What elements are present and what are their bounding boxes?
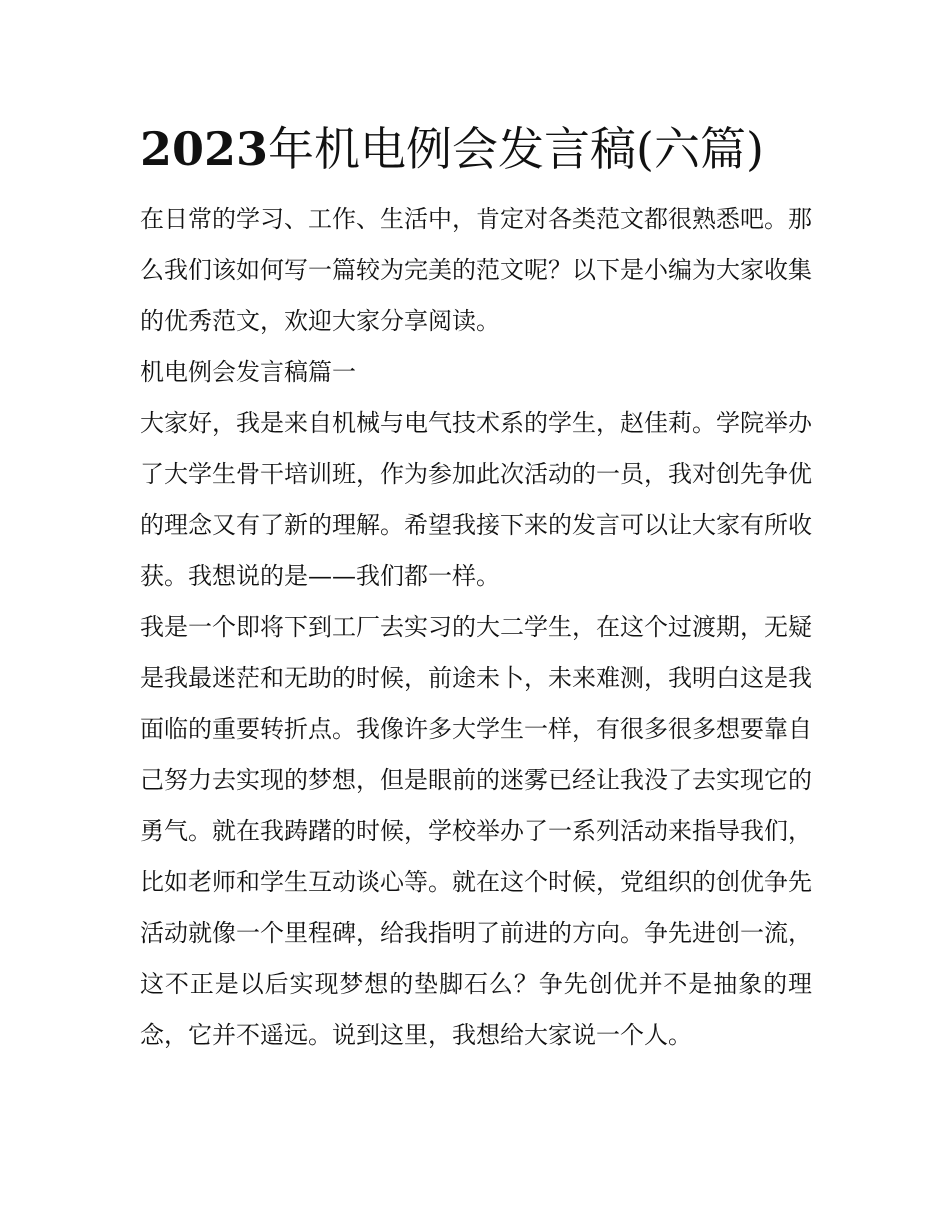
document-page [140, 118, 812, 1061]
title-text: 年机电例会发言稿(六篇) [268, 122, 764, 176]
body-paragraph: 大家好，我是来自机械与电气技术系的学生，赵佳莉。学院举办了大学生骨干培训班，作为参加此次活动的一员，我对创先争优的理念又有了新的理解。希望我接下来的发言可以让大家有所收获。我想说的是——我们都一样。 [140, 409, 812, 590]
body-paragraph: 我是一个即将下到工厂去实习的大二学生，在这个过渡期，无疑是我最迷茫和无助的时候，前途未卜，未来难测，我明白这是我面临的重要转折点。我像许多大学生一样，有很多很多想要靠自己努力去实现的梦想，但是眼前的迷雾已经让我没了去实现它的勇气。就在我踌躇的时候，学校举办了一系列活动来指导我们，比如老师和学生互动谈心等。就在这个时候，党组织的创优争先活动就像一个里程碑，给我指明了前进的方向。争先进创一流，这不正是以后实现梦想的垫脚石么？争先创优并不是抽象的理念，它并不遥远。说到这里，我想给大家说一个人。 [140, 613, 812, 1049]
section-heading: 机电例会发言稿篇一 [140, 358, 356, 386]
intro-paragraph: 在日常的学习、工作、生活中，肯定对各类范文都很熟悉吧。那么我们该如何写一篇较为完美的范文呢？以下是小编为大家收集的优秀范文，欢迎大家分享阅读。 [140, 205, 812, 335]
document-title [140, 118, 812, 180]
title-year: 2023 [140, 122, 269, 176]
